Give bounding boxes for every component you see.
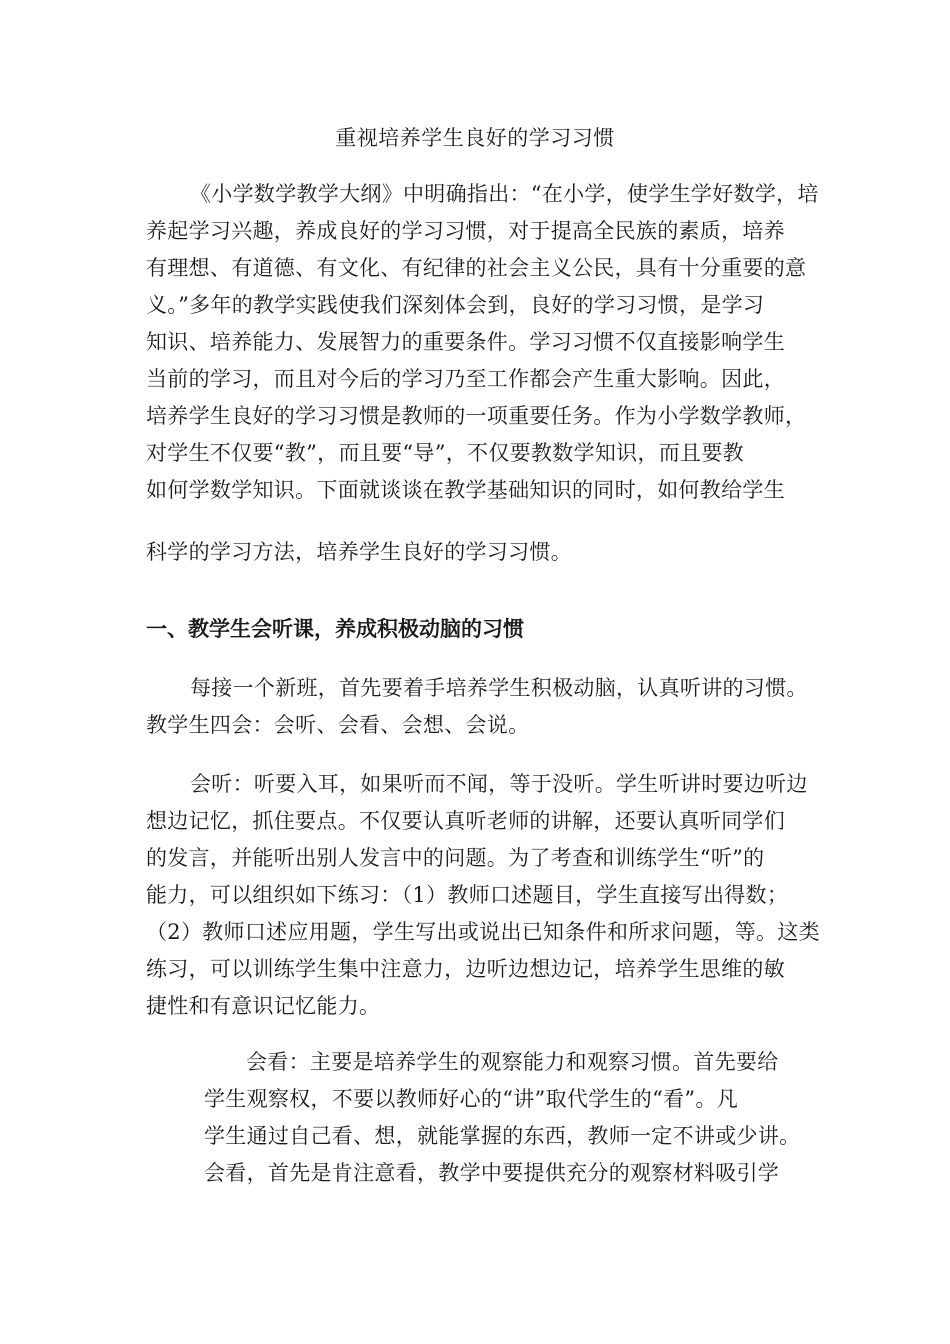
body-paragraph: [204, 1044, 824, 1192]
text-line: 学生观察权，不要以教师好心的“讲”取代学生的“看”。凡: [204, 1087, 739, 1111]
text-line: 每接一个新班，首先要着手培养学生积极动脑，认真听讲的习惯。: [190, 676, 808, 700]
body-paragraph: [146, 766, 826, 1025]
text-line: 知识、培养能力、发展智力的重要条件。学习习惯不仅直接影响学生: [146, 330, 785, 354]
text-line: （2）教师口述应用题，学生写出或说出已知条件和所求问题，等。这类: [146, 920, 820, 944]
text-line: 会听：听要入耳，如果听而不闻，等于没听。学生听讲时要边听边: [190, 772, 808, 796]
text-line: 能力，可以组织如下练习：（1）教师口述题目，学生直接写出得数；: [146, 883, 789, 907]
text-line: 《小学数学教学大纲》中明确指出：“在小学，使学生学好数学，培: [190, 182, 819, 206]
text-line: 培养学生良好的学习习惯是教师的一项重要任务。作为小学数学教师，: [146, 404, 807, 428]
text-line: 如何学数学知识。下面就谈谈在教学基础知识的同时，如何教给学生: [146, 478, 785, 502]
document-title: 重视培养学生良好的学习习惯: [335, 126, 615, 150]
text-line: 学生通过自己看、想，就能掌握的东西，教师一定不讲或少讲。: [204, 1124, 801, 1148]
text-line: 对学生不仅要“教”，而且要“导”，不仅要教数学知识，而且要教: [146, 441, 744, 465]
text-line: 养起学习兴趣，养成良好的学习习惯，对于提高全民族的素质，培养: [146, 219, 785, 243]
text-line: 有理想、有道德、有文化、有纪律的社会主义公民，具有十分重要的意: [146, 256, 807, 280]
body-paragraph: [146, 670, 846, 744]
text-line: 会看，首先是肯注意看，教学中要提供充分的观察材料吸引学: [204, 1161, 780, 1185]
text-line: 练习，可以训练学生集中注意力，边听边想边记，培养学生思维的敏: [146, 957, 785, 981]
text-line: 科学的学习方法，培养学生良好的学习习惯。: [146, 540, 572, 564]
section-heading: 一、教学生会听课，养成积极动脑的习惯: [146, 617, 524, 641]
text-line: 捷性和有意识记忆能力。: [146, 994, 381, 1018]
text-line: 的发言，并能听出别人发言中的问题。为了考查和训练学生“听”的: [146, 846, 765, 870]
text-line: 想边记忆，抓住要点。不仅要认真听老师的讲解，还要认真听同学们: [146, 809, 785, 833]
text-line: 义。”多年的教学实践使我们深刻体会到，良好的学习习惯，是学习: [146, 293, 765, 317]
text-line: 当前的学习，而且对今后的学习乃至工作都会产生重大影响。因此，: [146, 367, 785, 391]
intro-paragraph: [146, 176, 826, 509]
text-line: 教学生四会：会听、会看、会想、会说。: [146, 713, 530, 737]
text-line: 会看：主要是培养学生的观察能力和观察习惯。首先要给: [246, 1050, 779, 1074]
intro-paragraph-end: [146, 534, 826, 571]
